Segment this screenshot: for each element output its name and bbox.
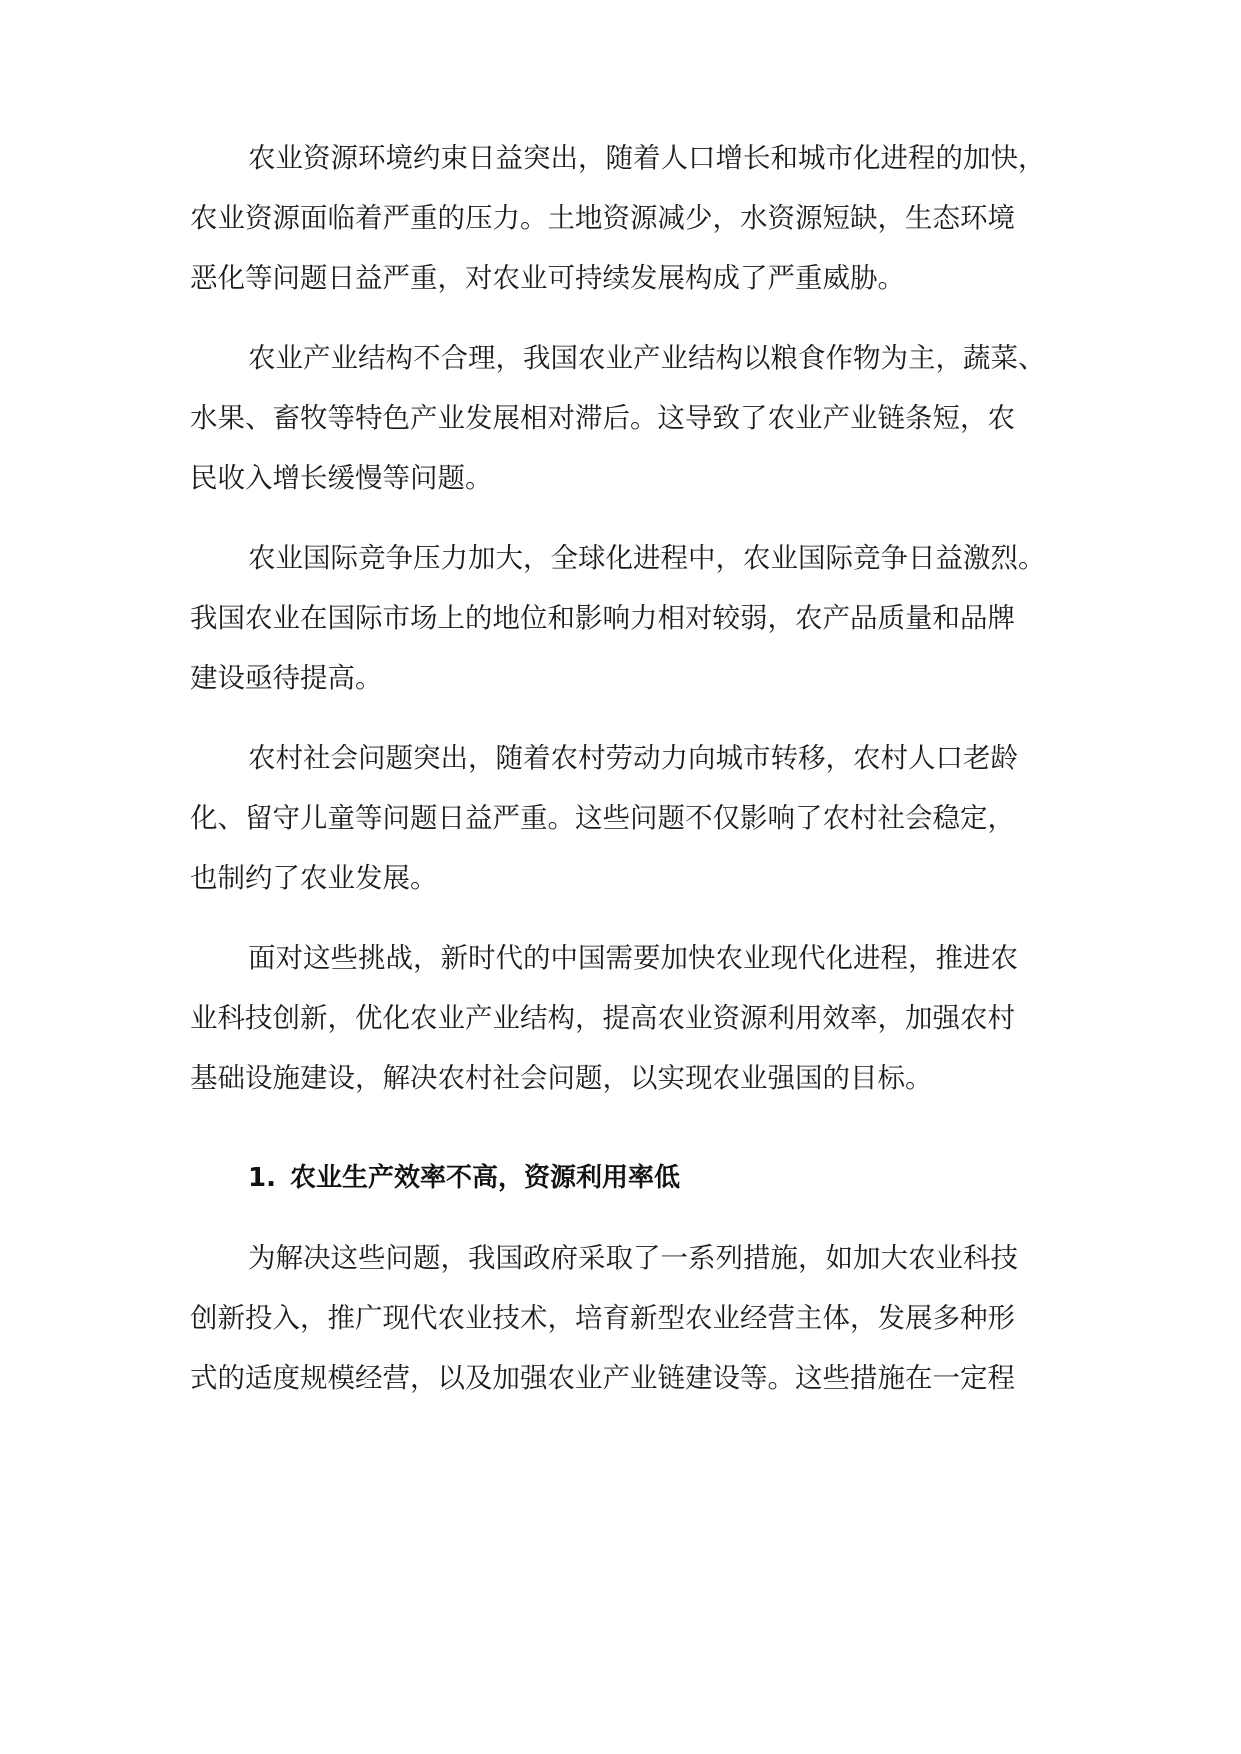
paragraph-4-line-3: 也制约了农业发展。 [190, 862, 438, 894]
paragraph-1-line-1: 农业资源环境约束日益突出，随着人口增长和城市化进程的加快， [248, 142, 1046, 174]
paragraph-2-line-1: 农业产业结构不合理，我国农业产业结构以粮食作物为主，蔬菜、 [248, 342, 1046, 374]
paragraph-6-line-2: 创新投入，推广现代农业技术，培育新型农业经营主体，发展多种形 [190, 1302, 1015, 1334]
paragraph-3-line-1: 农业国际竞争压力加大，全球化进程中，农业国际竞争日益激烈。 [248, 542, 1046, 574]
paragraph-2-line-3: 民收入增长缓慢等问题。 [190, 462, 493, 494]
paragraph-6-line-3: 式的适度规模经营，以及加强农业产业链建设等。这些措施在一定程 [190, 1362, 1015, 1394]
paragraph-5-line-1: 面对这些挑战，新时代的中国需要加快农业现代化进程，推进农 [248, 942, 1018, 974]
section-heading-number: 1. [248, 1163, 276, 1193]
paragraph-6-line-1: 为解决这些问题，我国政府采取了一系列措施，如加大农业科技 [248, 1242, 1018, 1274]
paragraph-3-line-3: 建设亟待提高。 [190, 662, 383, 694]
paragraph-2-line-2: 水果、畜牧等特色产业发展相对滞后。这导致了农业产业链条短，农 [190, 402, 1015, 434]
section-heading [248, 1158, 680, 1198]
section-heading-text: 农业生产效率不高，资源利用率低 [290, 1163, 681, 1193]
paragraph-4-line-2: 化、留守儿童等问题日益严重。这些问题不仅影响了农村社会稳定， [190, 802, 1015, 834]
paragraph-3-line-2: 我国农业在国际市场上的地位和影响力相对较弱，农产品质量和品牌 [190, 602, 1015, 634]
paragraph-5-line-2: 业科技创新，优化农业产业结构，提高农业资源利用效率，加强农村 [190, 1002, 1015, 1034]
paragraph-5-line-3: 基础设施建设，解决农村社会问题，以实现农业强国的目标。 [190, 1062, 933, 1094]
paragraph-4-line-1: 农村社会问题突出，随着农村劳动力向城市转移，农村人口老龄 [248, 742, 1018, 774]
paragraph-1-line-3: 恶化等问题日益严重，对农业可持续发展构成了严重威胁。 [190, 262, 905, 294]
paragraph-1-line-2: 农业资源面临着严重的压力。土地资源减少，水资源短缺，生态环境 [190, 202, 1015, 234]
